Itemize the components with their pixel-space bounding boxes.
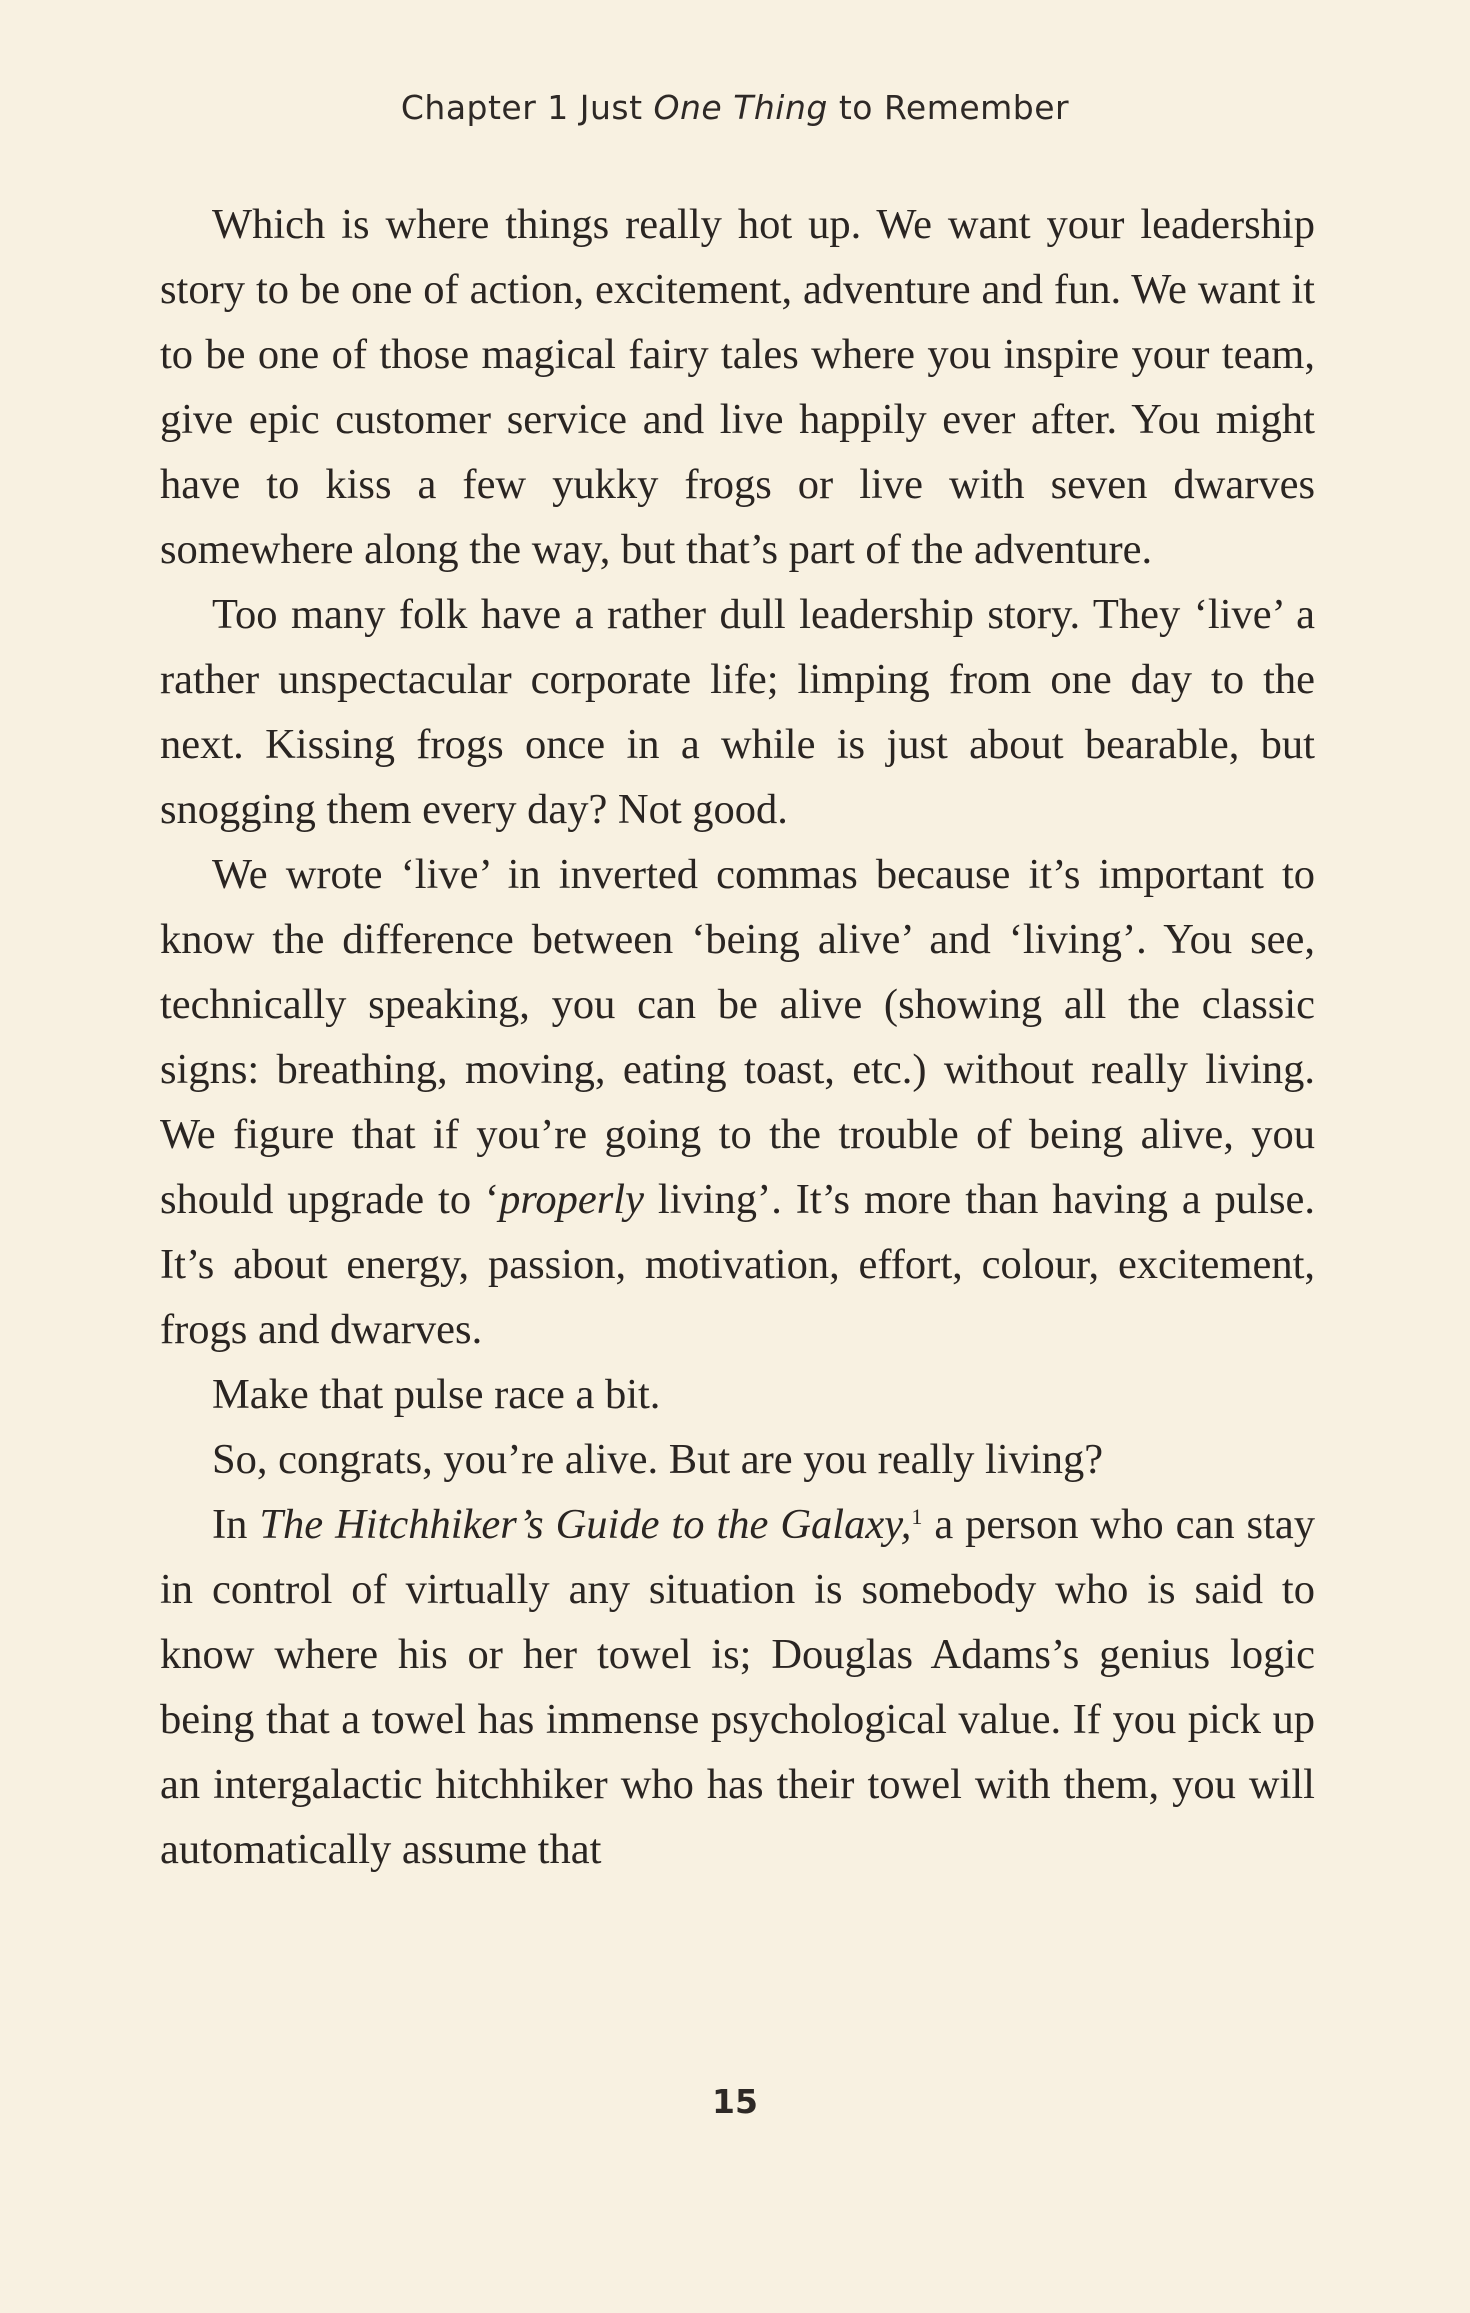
footnote-marker[interactable]: 1	[911, 1504, 923, 1529]
emphasis-text: properly	[499, 1176, 644, 1223]
paragraph: So, congrats, you’re alive. But are you really living?	[212, 1436, 1104, 1483]
paragraph: Too many folk have a rather dull leadership story. They ‘live’ a rather unspectacular corporate life; limping from one day to the next. Kissing frogs once in a while is just about bearable, but snogging them every day? Not good.	[160, 591, 1315, 833]
page-number: 15	[712, 2082, 758, 2121]
running-head-chapter: Chapter 1 Just	[400, 88, 654, 127]
paragraph	[160, 842, 1315, 1362]
paragraph	[160, 1492, 1315, 1882]
paragraph-text: In	[212, 1501, 260, 1548]
paragraph-text: living’. It’s more than having a pulse. It’s about energy, passion, motivation, effort, colour, excitement, frogs and dwarves.	[160, 1176, 1315, 1353]
book-title-italic: The Hitchhiker’s Guide to the Galaxy,	[259, 1501, 912, 1548]
paragraph: Which is where things really hot up. We want your leadership story to be one of action, excitement, adventure and fun. We want it to be one of those magical fairy tales where you inspire your team, give epic customer service and live happily ever after. You might have to kiss a few yukky frogs or live with seven dwarves somewhere along the way, but that’s part of the adventure.	[160, 201, 1315, 573]
paragraph-text: We wrote ‘live’ in inverted commas because it’s important to know the difference between ‘being alive’ and ‘living’. You see, technically speaking, you can be alive (showing all the classic signs: breathing, moving, eating toast, etc.) without really living. We figure that if you’re going to the trouble of being alive, you should upgrade to ‘	[160, 851, 1315, 1223]
running-head	[0, 88, 1470, 127]
running-head-italic-title: One Thing	[653, 88, 828, 127]
body-text	[160, 192, 1315, 1882]
running-head-rest: to Remember	[827, 88, 1070, 127]
paragraph-text: a person who can stay in control of virtually any situation is somebody who is said to know where his or her towel is; Douglas Adams’s genius logic being that a towel has immense psychological value. If you pick up an intergalactic hitchhiker who has their towel with them, you will automatically assume that	[160, 1501, 1315, 1873]
paragraph: Make that pulse race a bit.	[212, 1371, 661, 1418]
